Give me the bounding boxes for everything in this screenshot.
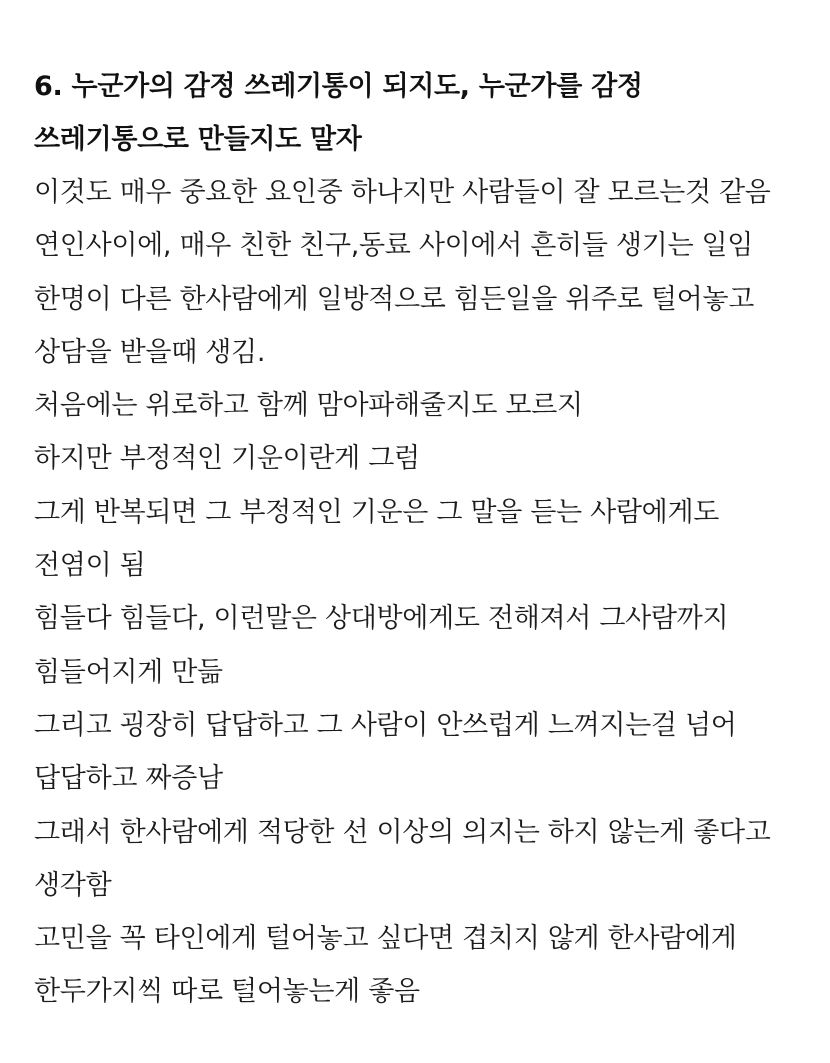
section-heading-line-1: 6. 누군가의 감정 쓰레기통이 되지도, 누군가를 감정	[34, 71, 643, 102]
body-line: 전염이 됨	[34, 550, 146, 582]
body-line: 그래서 한사람에게 적당한 선 이상의 의지는 하지 않는게 좋다고	[34, 816, 771, 848]
body-line: 힘들어지게 만듦	[34, 656, 223, 688]
body-line: 한명이 다른 한사람에게 일방적으로 힘든일을 위주로 털어놓고	[34, 283, 755, 315]
section-heading-line-2: 쓰레기통으로 만들지도 말자	[34, 124, 362, 155]
body-line: 상담을 받을때 생김.	[34, 336, 266, 368]
body-line: 힘들다 힘들다, 이런말은 상대방에게도 전해져서 그사람까지	[34, 603, 729, 635]
article-section	[34, 60, 814, 1019]
body-line: 하지만 부정적인 기운이란게 그럼	[34, 443, 420, 475]
body-line: 답답하고 짜증남	[34, 763, 223, 795]
body-line: 그게 반복되면 그 부정적인 기운은 그 말을 듣는 사람에게도	[34, 496, 720, 528]
body-line: 한두가지씩 따로 털어놓는게 좋음	[34, 976, 420, 1008]
body-line: 고민을 꼭 타인에게 털어놓고 싶다면 겹치지 않게 한사람에게	[34, 923, 737, 955]
body-line: 연인사이에, 매우 친한 친구,동료 사이에서 흔히들 생기는 일임	[34, 230, 754, 262]
body-line: 처음에는 위로하고 함께 맘아파해줄지도 모르지	[34, 390, 583, 422]
body-line: 생각함	[34, 869, 112, 901]
body-line: 이것도 매우 중요한 요인중 하나지만 사람들이 잘 모르는것 같음	[34, 177, 771, 208]
body-line: 그리고 굉장히 답답하고 그 사람이 안쓰럽게 느껴지는걸 넘어	[34, 709, 737, 741]
